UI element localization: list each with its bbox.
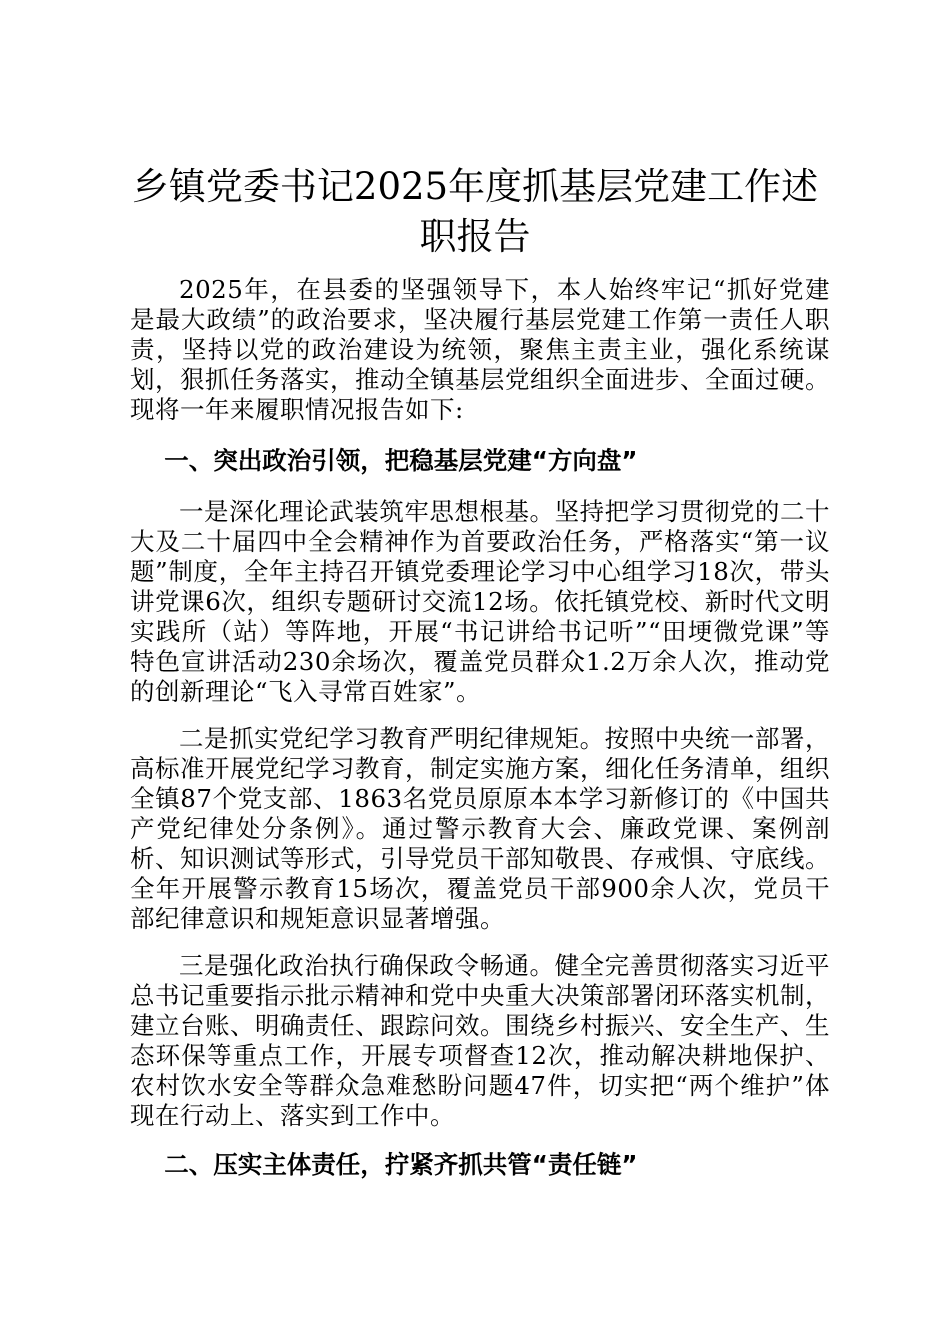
section-1-heading: 一、突出政治引领，把稳基层党建“方向盘” [164, 446, 638, 475]
section-2-heading: 二、压实主体责任，拧紧齐抓共管“责任链” [164, 1150, 638, 1179]
section-1-paragraph-1: 一是深化理论武装筑牢思想根基。坚持把学习贯彻党的二十大及二十届四中全会精神作为首要政治任务，严格落实“第一议题”制度，全年主持召开镇党委理论学习中心组学习18次，带头讲党课6次，组织专题研讨交流12场。依托镇党校、新时代文明实践所（站）等阵地，开展“书记讲给书记听”“田埂微党课”等特色宣讲活动230余场次，覆盖党员群众1.2万余人次，推动党的创新理论“飞入寻常百姓家”。 [130, 497, 830, 706]
document-title: 乡镇党委书记2025年度抓基层党建工作述职报告 [131, 165, 819, 258]
section-1-paragraph-3: 三是强化政治执行确保政令畅通。健全完善贯彻落实习近平总书记重要指示批示精神和党中央重大决策部署闭环落实机制，建立台账、明确责任、跟踪问效。围绕乡村振兴、安全生产、生态环保等重点工作，开展专项督查12次，推动解决耕地保护、农村饮水安全等群众急难愁盼问题47件，切实把“两个维护”体现在行动上、落实到工作中。 [130, 951, 830, 1130]
intro-paragraph: 2025年，在县委的坚强领导下，本人始终牢记“抓好党建是最大政绩”的政治要求，坚决履行基层党建工作第一责任人职责，坚持以党的政治建设为统领，聚焦主责主业，强化系统谋划，狠抓任务落实，推动全镇基层党组织全面进步、全面过硬。现将一年来履职情况报告如下: [130, 275, 830, 424]
section-1-paragraph-2: 二是抓实党纪学习教育严明纪律规矩。按照中央统一部署，高标准开展党纪学习教育，制定实施方案，细化任务清单，组织全镇87个党支部、1863名党员原原本本学习新修订的《中国共产党纪律处分条例》。通过警示教育大会、廉政党课、案例剖析、知识测试等形式，引导党员干部知敬畏、存戒惧、守底线。全年开展警示教育15场次，覆盖党员干部900余人次，党员干部纪律意识和规矩意识显著增强。 [130, 724, 830, 933]
